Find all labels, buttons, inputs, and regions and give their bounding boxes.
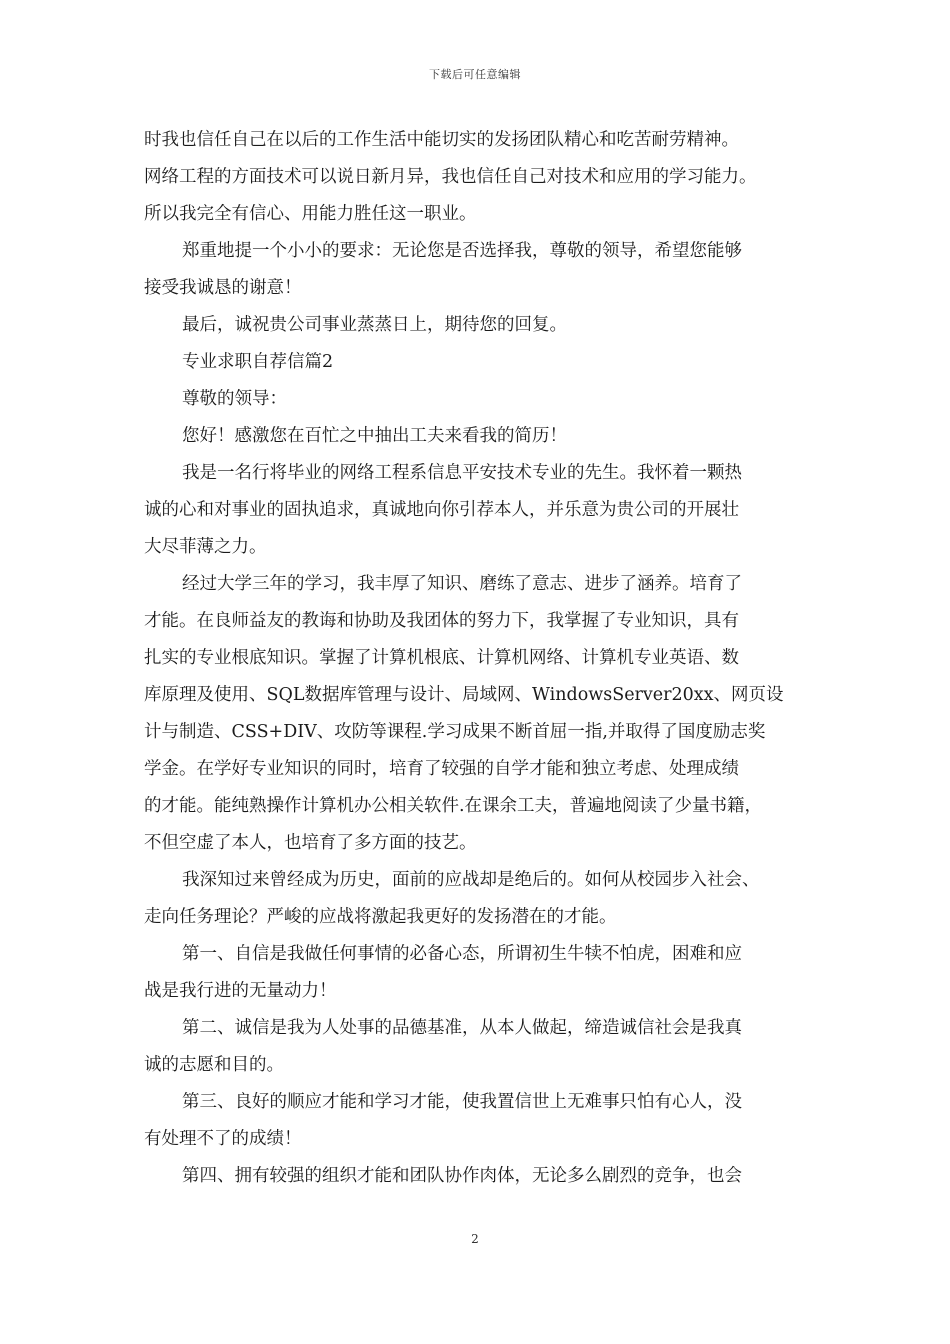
text-line: 尊敬的领导： — [182, 389, 287, 409]
text-line: 库原理及使用、SQL数据库管理与设计、局域网、WindowsServer20xx、网页设 — [144, 685, 784, 705]
text-line: 第二、诚信是我为人处事的品德基准，从本人做起，缔造诚信社会是我真 — [182, 1018, 742, 1038]
text-line: 您好！感激您在百忙之中抽出工夫来看我的简历！ — [182, 426, 567, 446]
text-line: 诚的心和对事业的固执追求，真诚地向你引荐本人，并乐意为贵公司的开展壮 — [144, 500, 739, 520]
text-line: 时我也信任自己在以后的工作生活中能切实的发扬团队精心和吃苦耐劳精神。 — [144, 130, 739, 150]
text-line: 网络工程的方面技术可以说日新月异，我也信任自己对技术和应用的学习能力。 — [144, 167, 757, 187]
text-line: 我深知过来曾经成为历史，面前的应战却是绝后的。如何从校园步入社会、 — [182, 870, 760, 890]
document-body — [144, 122, 810, 1195]
text-line: 诚的志愿和目的。 — [144, 1055, 284, 1075]
text-line: 有处理不了的成绩！ — [144, 1129, 302, 1149]
text-line: 扎实的专业根底知识。掌握了计算机根底、计算机网络、计算机专业英语、数 — [144, 648, 739, 668]
text-line: 计与制造、CSS+DIV、攻防等课程.学习成果不断首屈一指,并取得了国度励志奖 — [144, 722, 766, 742]
text-line: 所以我完全有信心、用能力胜任这一职业。 — [144, 204, 477, 224]
text-line: 第三、良好的顺应才能和学习才能，使我置信世上无难事只怕有心人，没 — [182, 1092, 742, 1112]
text-line: 第一、自信是我做任何事情的必备心态，所谓初生牛犊不怕虎，困难和应 — [182, 944, 742, 964]
text-line: 走向任务理论？严峻的应战将激起我更好的发扬潜在的才能。 — [144, 907, 617, 927]
text-line: 战是我行进的无量动力！ — [144, 981, 337, 1001]
text-line: 大尽菲薄之力。 — [144, 537, 267, 557]
text-line: 不但空虚了本人，也培育了多方面的技艺。 — [144, 833, 477, 853]
text-line: 第四、拥有较强的组织才能和团队协作肉体，无论多么剧烈的竞争，也会 — [182, 1166, 742, 1186]
page-number: 2 — [471, 1232, 479, 1246]
text-line: 专业求职自荐信篇2 — [182, 352, 334, 372]
text-line: 的才能。能纯熟操作计算机办公相关软件.在课余工夫，普遍地阅读了少量书籍， — [144, 796, 763, 816]
text-line: 学金。在学好专业知识的同时，培育了较强的自学才能和独立考虑、处理成绩 — [144, 759, 739, 779]
text-line: 接受我诚恳的谢意！ — [144, 278, 302, 298]
text-line: 最后，诚祝贵公司事业蒸蒸日上，期待您的回复。 — [182, 315, 567, 335]
text-line: 郑重地提一个小小的要求：无论您是否选择我，尊敬的领导，希望您能够 — [182, 241, 742, 261]
text-line: 才能。在良师益友的教诲和协助及我团体的努力下，我掌握了专业知识，具有 — [144, 611, 739, 631]
text-line: 经过大学三年的学习，我丰厚了知识、磨练了意志、进步了涵养。培育了 — [182, 574, 742, 594]
text-line: 我是一名行将毕业的网络工程系信息平安技术专业的先生。我怀着一颗热 — [182, 463, 742, 483]
page-header: 下载后可任意编辑 — [429, 68, 521, 81]
